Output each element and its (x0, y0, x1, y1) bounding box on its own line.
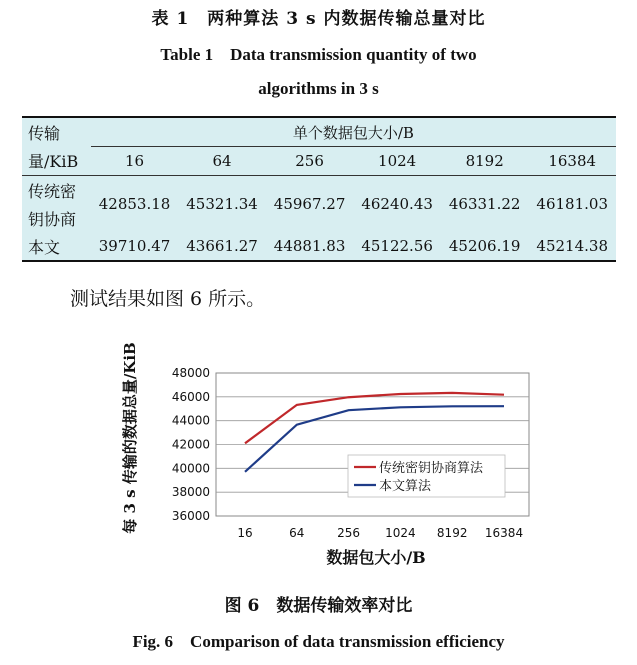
x-tick-label: 16 (237, 526, 253, 540)
table-cell: 45967.27 (266, 176, 354, 233)
body-paragraph: 测试结果如图 6 所示。 (70, 288, 266, 310)
y-tick-label: 46000 (171, 389, 210, 404)
y-tick-label: 48000 (171, 366, 210, 380)
group-header: 单个数据包大小/B (91, 117, 616, 147)
table-cell: 42853.18 (91, 176, 179, 233)
row-label-line2: 钥协商 (28, 209, 77, 229)
col-header: 64 (178, 147, 266, 176)
x-tick-label: 256 (337, 526, 361, 540)
x-tick-label: 1024 (385, 526, 416, 540)
row-label: 本文 (22, 232, 91, 261)
table-caption-en-line1: Table 1 Data transmission quantity of two (160, 45, 477, 64)
table-cell: 43661.27 (178, 232, 266, 261)
y-tick-label: 38000 (171, 485, 210, 500)
table-cell: 45122.56 (353, 232, 441, 261)
col-header: 16384 (528, 147, 616, 176)
y-tick-label: 44000 (171, 413, 210, 428)
y-tick-label: 36000 (171, 509, 210, 523)
table-cell: 45321.34 (178, 176, 266, 233)
row-label-line1: 传统密 (22, 176, 91, 205)
table-cell: 46181.03 (528, 176, 616, 233)
y-tick-label: 42000 (171, 437, 210, 452)
table-caption-en-line2: algorithms in 3 s (258, 79, 379, 98)
table-cell: 46240.43 (353, 176, 441, 233)
figure-caption-zh: 图 6 数据传输效率对比 (224, 596, 413, 616)
corner-header-line2: 量/KiB (28, 152, 79, 172)
table-cell: 44881.83 (266, 232, 354, 261)
corner-header-line1: 传输 (22, 117, 91, 147)
x-tick-label: 16384 (484, 526, 524, 540)
y-tick-label: 40000 (171, 461, 210, 476)
col-header: 16 (91, 147, 179, 176)
legend-label: 传统密钥协商算法 (379, 461, 484, 476)
table-cell: 45206.19 (441, 232, 529, 261)
col-header: 256 (266, 147, 354, 176)
x-tick-label: 64 (289, 526, 305, 540)
x-tick-label: 8192 (436, 526, 468, 540)
y-axis-label: 每 3 s 传输的数据总量/KiB (121, 342, 139, 534)
col-header: 8192 (441, 147, 529, 176)
table-cell: 39710.47 (91, 232, 179, 261)
x-axis-label: 数据包大小/B (326, 548, 426, 567)
table-cell: 46331.22 (441, 176, 529, 233)
table-caption-zh: 表 1 两种算法 3 s 内数据传输总量对比 (151, 9, 486, 29)
legend-label: 本文算法 (379, 479, 432, 494)
table-cell: 45214.38 (528, 232, 616, 261)
col-header: 1024 (353, 147, 441, 176)
figure-caption-en: Fig. 6 Comparison of data transmission efficiency (132, 632, 505, 651)
